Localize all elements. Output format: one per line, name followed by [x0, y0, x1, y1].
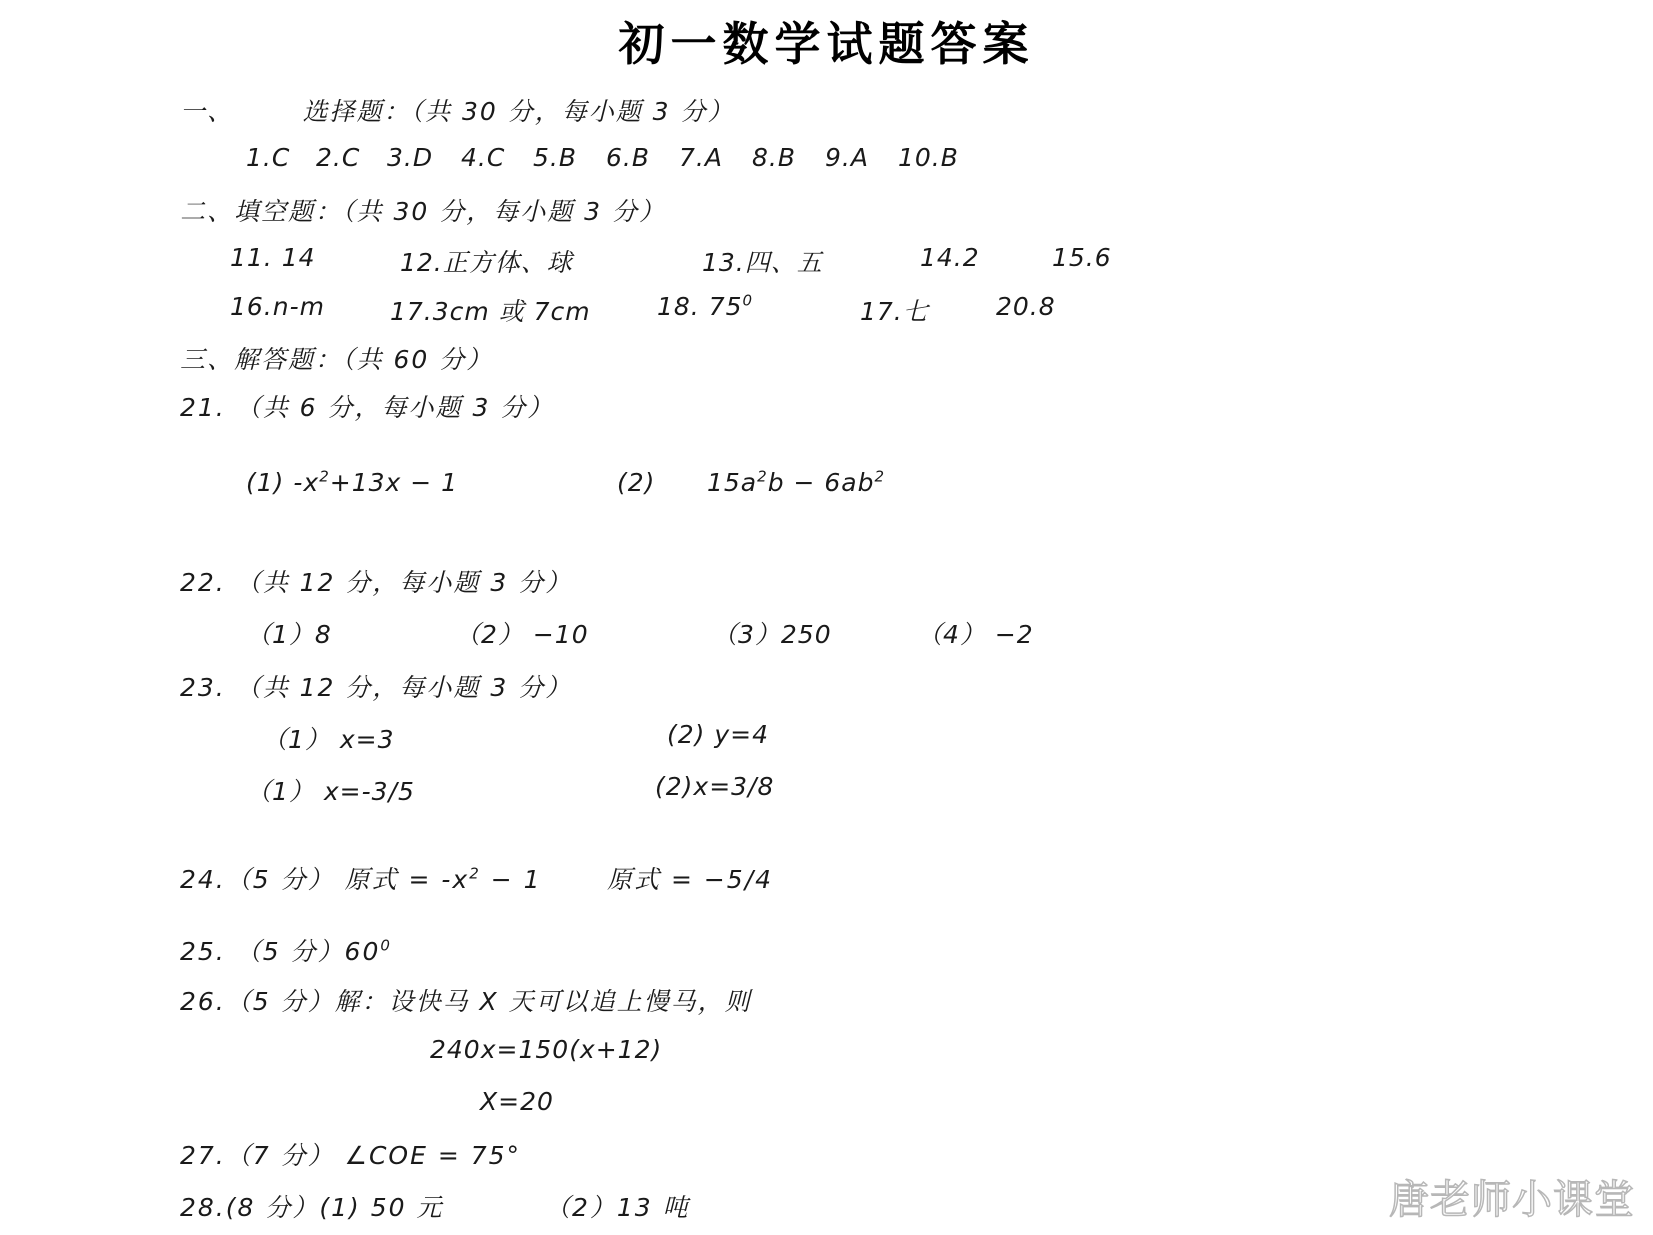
q21-part2-label: (2) — [617, 468, 656, 497]
answer-6: 6.B — [606, 143, 651, 172]
answer-2: 2.C — [316, 143, 361, 172]
q22-heading: 22. （共 12 分，每小题 3 分） — [180, 568, 573, 597]
q24-answer1: 24.（5 分） 原式 = $-x^2 - 1$ — [180, 864, 542, 894]
answer-7: 7.A — [679, 143, 723, 172]
q23-part1: （1） x=3 — [262, 725, 395, 754]
q23-part3: （1） x=-3/5 — [246, 777, 415, 806]
q24-answer2: 原式 = −5/4 — [607, 865, 774, 894]
q23-part2: (2) y=4 — [667, 720, 770, 749]
q26-heading: 26.（5 分）解：设快马 X 天可以追上慢马，则 — [180, 987, 752, 1016]
q27-answer: 27.（7 分） ∠COE = 75° — [180, 1141, 522, 1170]
q22-part3: （3）250 — [712, 620, 832, 649]
q22-part1: （1）8 — [246, 620, 332, 649]
q22-part4: （4） −2 — [917, 620, 1034, 649]
answer-9: 9.A — [825, 143, 869, 172]
answer-4: 4.C — [461, 143, 506, 172]
q21-part1: (1) $-x^2+13x - 1$ — [246, 467, 459, 497]
fill-answer-12: 12.正方体、球 — [400, 248, 573, 277]
q22-part2: （2） −10 — [455, 620, 589, 649]
answer-8: 8.B — [752, 143, 797, 172]
section-3-heading: 三、解答题：（共 60 分） — [180, 345, 494, 374]
fill-answer-13: 13.四、五 — [702, 248, 823, 277]
q28-answer2: （2）13 吨 — [545, 1193, 690, 1222]
watermark-text: 唐老师小课堂 — [1389, 1177, 1635, 1223]
answer-5: 5.B — [533, 143, 578, 172]
q21-heading: 21. （共 6 分，每小题 3 分） — [180, 393, 555, 422]
fill-answer-18: 18. $75^0$ — [657, 291, 754, 321]
q25-answer: 25. （5 分）$60^0$ — [180, 936, 392, 966]
q26-solution: X=20 — [480, 1087, 554, 1116]
fill-answer-11: 11. 14 — [230, 243, 316, 272]
q21-part2: $15a^2b - 6ab^2$ — [707, 467, 886, 497]
fill-answer-15: 15.6 — [1052, 243, 1112, 272]
fill-answer-20: 20.8 — [996, 292, 1056, 321]
section-2-heading: 二、填空题：（共 30 分，每小题 3 分） — [180, 197, 667, 226]
answer-3: 3.D — [387, 143, 434, 172]
fill-answer-14: 14.2 — [920, 243, 980, 272]
answer-10: 10.B — [898, 143, 959, 172]
page-title: 初一数学试题答案 — [618, 17, 1035, 71]
q28-answer1: 28.(8 分）(1) 50 元 — [180, 1193, 444, 1222]
section-1-heading: 一、 选择题：（共 30 分，每小题 3 分） — [180, 97, 735, 126]
fill-answer-16: 16.n-m — [230, 292, 325, 321]
answer-1: 1.C — [246, 143, 291, 172]
q23-heading: 23. （共 12 分，每小题 3 分） — [180, 673, 573, 702]
fill-answer-19: 17.七 — [860, 297, 929, 326]
fill-answer-17: 17.3cm 或 7cm — [390, 297, 591, 326]
q26-equation: 240x=150(x+12) — [430, 1035, 663, 1064]
q23-part4: (2)x=3/8 — [655, 772, 775, 801]
